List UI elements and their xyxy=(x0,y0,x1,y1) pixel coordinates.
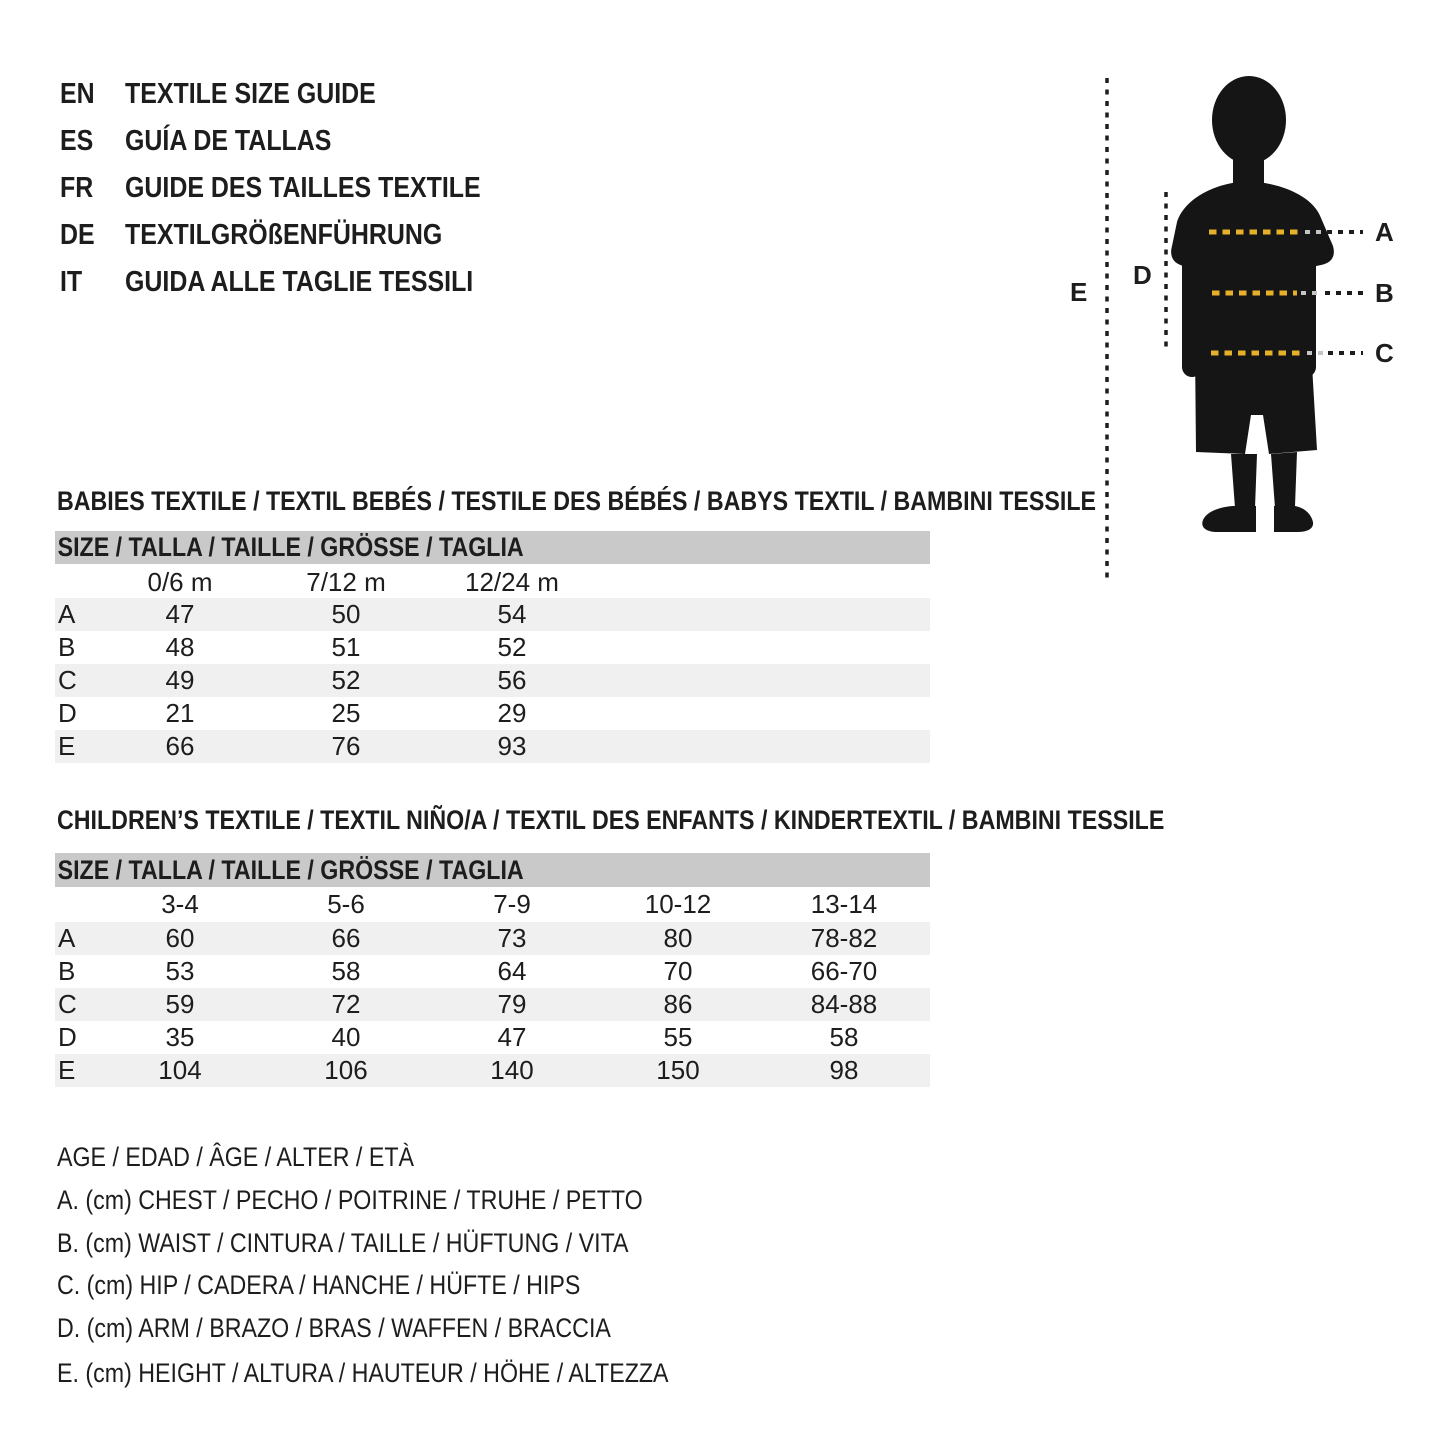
cell-value: 98 xyxy=(829,1055,859,1085)
babies-section-title: BABIES TEXTILE / TEXTIL BEBÉS / TESTILE DES BÉBÉS / BABYS TEXTIL / BAMBINI TESSILE xyxy=(57,486,1097,516)
row-label: A xyxy=(58,599,76,629)
table-row xyxy=(55,1021,930,1054)
children-col-header: 5-6 xyxy=(327,889,365,919)
children-size-header: SIZE / TALLA / TAILLE / GRÖSSE / TAGLIA xyxy=(57,854,524,885)
language-title: TEXTILGRÖßENFÜHRUNG xyxy=(125,219,443,251)
row-label: B xyxy=(58,956,76,986)
legend-waist-line: B. (cm) WAIST / CINTURA / TAILLE / HÜFTUNG / VITA xyxy=(57,1228,629,1258)
row-label: E xyxy=(58,731,76,761)
cell-value: 52 xyxy=(331,665,361,695)
cell-value: 84-88 xyxy=(810,989,878,1019)
legend-arm-line: D. (cm) ARM / BRAZO / BRAS / WAFFEN / BRACCIA xyxy=(57,1313,611,1343)
cell-value: 29 xyxy=(497,698,527,728)
cell-value: 58 xyxy=(829,1022,859,1052)
table-row xyxy=(55,631,930,664)
row-label: E xyxy=(58,1055,76,1085)
cell-value: 73 xyxy=(497,923,527,953)
children-section-title: CHILDREN’S TEXTILE / TEXTIL NIÑO/A / TEXTIL DES ENFANTS / KINDERTEXTIL / BAMBINI TESSILE xyxy=(57,805,1165,835)
table-row xyxy=(55,955,930,988)
measure-label-d: D xyxy=(1133,260,1152,290)
cell-value: 40 xyxy=(331,1022,361,1052)
cell-value: 52 xyxy=(497,632,527,662)
children-col-header: 7-9 xyxy=(493,889,531,919)
row-label: D xyxy=(58,1022,77,1052)
language-title: GUÍA DE TALLAS xyxy=(125,125,332,157)
language-code: DE xyxy=(60,219,95,251)
cell-value: 72 xyxy=(331,989,361,1019)
language-title: GUIDE DES TAILLES TEXTILE xyxy=(125,172,481,204)
babies-size-header-bar xyxy=(55,531,930,564)
children-size-header-bar xyxy=(55,853,930,887)
language-code: ES xyxy=(60,125,94,157)
cell-value: 70 xyxy=(663,956,693,986)
cell-value: 78-82 xyxy=(810,923,878,953)
measure-label-c: C xyxy=(1375,338,1394,368)
cell-value: 66 xyxy=(331,923,361,953)
cell-value: 93 xyxy=(497,731,527,761)
cell-value: 106 xyxy=(324,1055,368,1085)
cell-value: 49 xyxy=(165,665,195,695)
cell-value: 55 xyxy=(663,1022,693,1052)
row-label: A xyxy=(58,923,76,953)
legend-chest-line: A. (cm) CHEST / PECHO / POITRINE / TRUHE / PETTO xyxy=(57,1185,643,1215)
cell-value: 79 xyxy=(497,989,527,1019)
cell-value: 56 xyxy=(497,665,527,695)
cell-value: 53 xyxy=(165,956,195,986)
table-row xyxy=(55,922,930,955)
babies-column-header-row xyxy=(55,567,930,598)
table-row xyxy=(55,988,930,1021)
language-code: EN xyxy=(60,78,95,110)
cell-value: 47 xyxy=(497,1022,527,1052)
babies-col-header: 0/6 m xyxy=(147,567,213,597)
cell-value: 60 xyxy=(165,923,195,953)
cell-value: 66-70 xyxy=(810,956,878,986)
row-label: D xyxy=(58,698,77,728)
cell-value: 64 xyxy=(497,956,527,986)
children-col-header: 3-4 xyxy=(161,889,199,919)
cell-value: 140 xyxy=(490,1055,534,1085)
language-code: IT xyxy=(60,266,83,298)
cell-value: 76 xyxy=(331,731,361,761)
language-code: FR xyxy=(60,172,94,204)
cell-value: 58 xyxy=(331,956,361,986)
children-col-header: 10-12 xyxy=(644,889,712,919)
cell-value: 35 xyxy=(165,1022,195,1052)
cell-value: 50 xyxy=(331,599,361,629)
cell-value: 59 xyxy=(165,989,195,1019)
cell-value: 66 xyxy=(165,731,195,761)
table-row xyxy=(55,1054,930,1087)
cell-value: 86 xyxy=(663,989,693,1019)
cell-value: 21 xyxy=(165,698,195,728)
babies-col-header: 7/12 m xyxy=(306,567,386,597)
cell-value: 47 xyxy=(165,599,195,629)
children-col-header: 13-14 xyxy=(810,889,878,919)
cell-value: 54 xyxy=(497,599,527,629)
row-label: B xyxy=(58,632,76,662)
language-title: TEXTILE SIZE GUIDE xyxy=(125,78,376,110)
cell-value: 104 xyxy=(158,1055,202,1085)
cell-value: 25 xyxy=(331,698,361,728)
measure-label-e: E xyxy=(1070,277,1088,307)
child-silhouette-icon xyxy=(1171,76,1334,532)
cell-value: 150 xyxy=(656,1055,700,1085)
children-column-header-row xyxy=(55,889,930,920)
legend-height-line: E. (cm) HEIGHT / ALTURA / HAUTEUR / HÖHE / ALTEZZA xyxy=(57,1358,669,1388)
legend-age-line: AGE / EDAD / ÂGE / ALTER / ETÀ xyxy=(57,1142,415,1172)
legend-hip-line: C. (cm) HIP / CADERA / HANCHE / HÜFTE / HIPS xyxy=(57,1270,581,1300)
babies-size-header: SIZE / TALLA / TAILLE / GRÖSSE / TAGLIA xyxy=(57,532,524,562)
cell-value: 51 xyxy=(331,632,361,662)
table-row xyxy=(55,730,930,763)
measure-label-a: A xyxy=(1375,217,1394,247)
row-label: C xyxy=(58,989,77,1019)
table-row xyxy=(55,664,930,697)
table-row xyxy=(55,598,930,631)
language-title: GUIDA ALLE TAGLIE TESSILI xyxy=(125,266,474,298)
cell-value: 48 xyxy=(165,632,195,662)
babies-col-header: 12/24 m xyxy=(465,567,559,597)
table-row xyxy=(55,697,930,730)
row-label: C xyxy=(58,665,77,695)
cell-value: 80 xyxy=(663,923,693,953)
measure-label-b: B xyxy=(1375,278,1394,308)
